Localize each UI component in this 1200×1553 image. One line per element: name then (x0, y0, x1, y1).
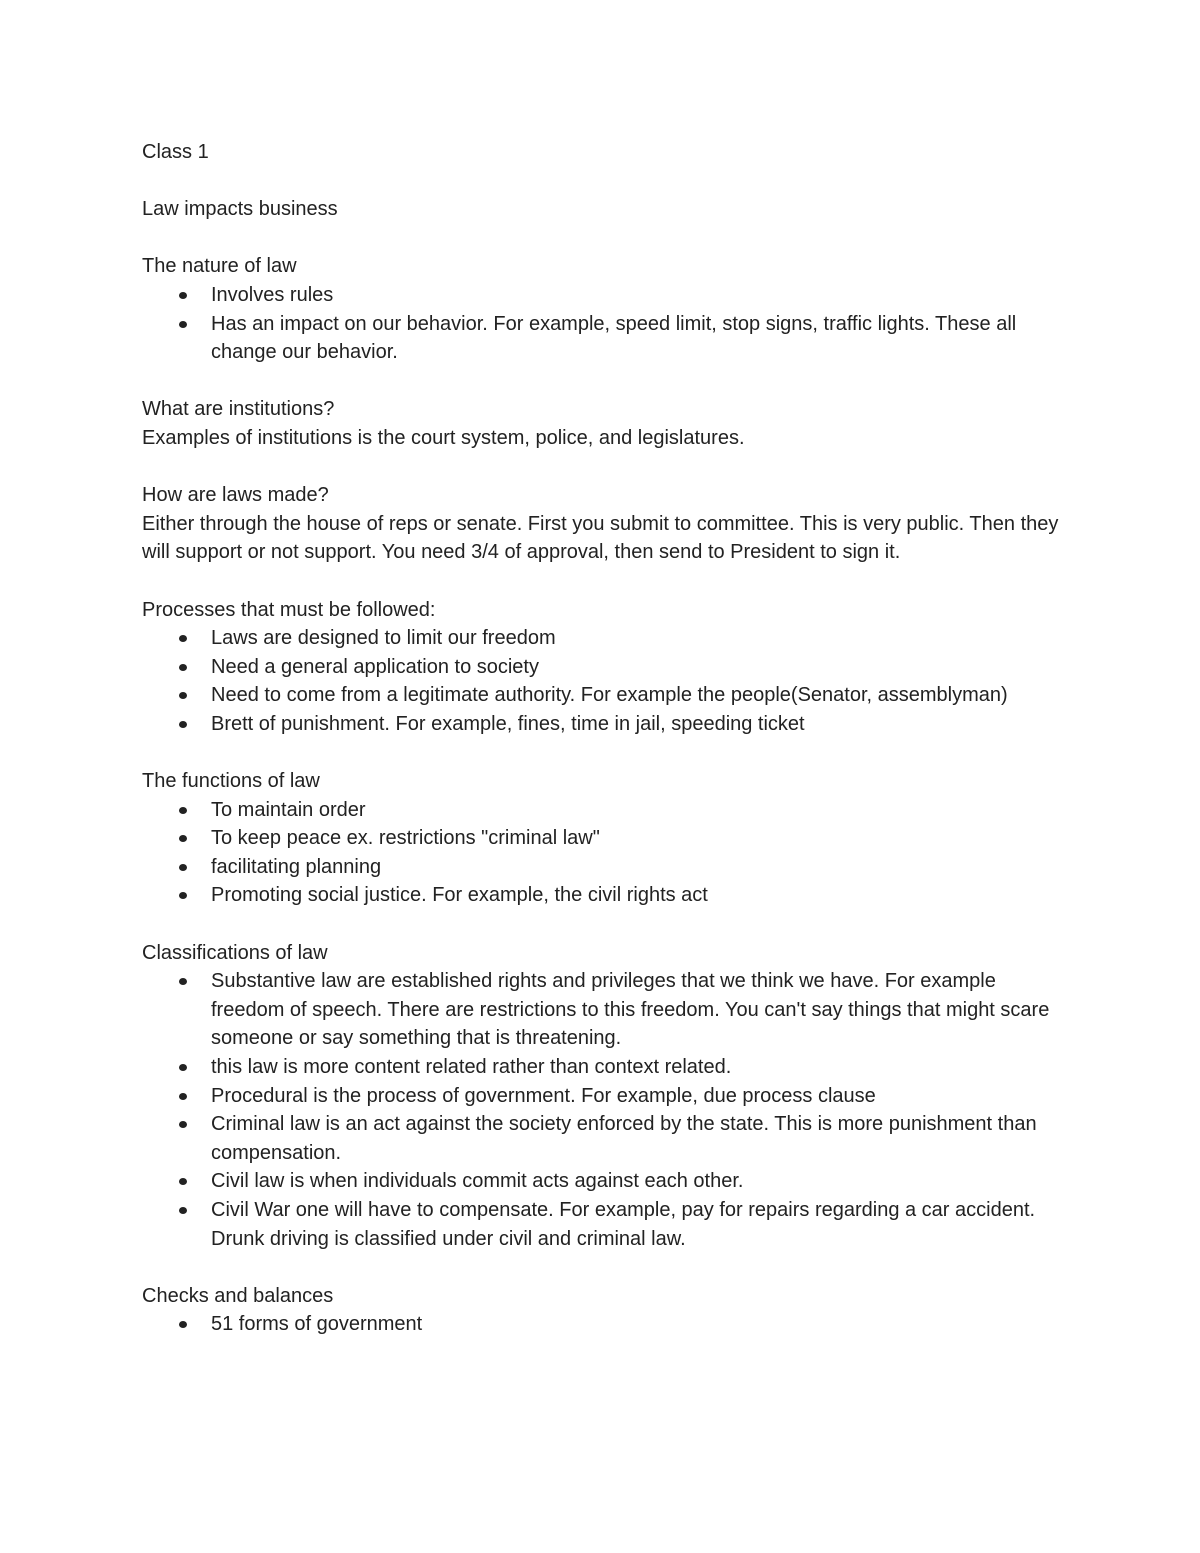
list-item-text: Civil law is when individuals commit acts against each other. (211, 1170, 744, 1193)
section-heading: The functions of law (142, 770, 320, 793)
list-item (142, 653, 1067, 682)
section-heading: Processes that must be followed: (142, 598, 436, 621)
section-heading: Checks and balances (142, 1284, 334, 1307)
bullet-list (142, 624, 1067, 738)
bullet-icon (179, 978, 187, 985)
spacer (142, 738, 1067, 767)
list-item (142, 281, 1067, 310)
bullet-icon (179, 292, 187, 299)
section-body: Either through the house of reps or senate. First you submit to committee. This is very public. Then they will support or not support. You need 3/4 of approval, then send to President to sign it. (142, 512, 1064, 564)
list-item-text: Laws are designed to limit our freedom (211, 627, 556, 650)
section-heading: How are laws made? (142, 484, 329, 507)
list-item-text: Need a general application to society (211, 655, 539, 678)
section-heading: The nature of law (142, 255, 297, 278)
bullet-icon (179, 721, 187, 728)
list-item (142, 853, 1067, 882)
list-item (142, 1310, 1067, 1339)
bullet-list (142, 967, 1067, 1253)
list-item (142, 824, 1067, 853)
list-item-text: Need to come from a legitimate authority. For example the people(Senator, assemblyman) (211, 684, 1008, 707)
list-item-text: facilitating planning (211, 855, 382, 878)
bullet-icon (179, 1178, 187, 1185)
bullet-list (142, 1310, 1067, 1339)
document-subtitle: Law impacts business (142, 198, 338, 221)
document-title: Class 1 (142, 141, 209, 163)
section-heading: What are institutions? (142, 398, 335, 421)
list-item (142, 710, 1067, 739)
bullet-icon (179, 635, 187, 642)
list-item-text: 51 forms of government (211, 1313, 423, 1336)
list-item (142, 881, 1067, 910)
bullet-icon (179, 1064, 187, 1071)
list-item (142, 624, 1067, 653)
list-item-text: To keep peace ex. restrictions "criminal law" (211, 827, 600, 850)
list-item (142, 310, 1067, 367)
list-item-text: Promoting social justice. For example, the civil rights act (211, 884, 708, 907)
document-page (142, 138, 1067, 1339)
list-item-text: Brett of punishment. For example, fines, time in jail, speeding ticket (211, 712, 805, 735)
list-item-text: Criminal law is an act against the society enforced by the state. This is more punishment than compensation. (211, 1113, 1037, 1164)
bullet-icon (179, 321, 187, 328)
list-item (142, 796, 1067, 825)
list-item-text: Substantive law are established rights and privileges that we think we have. For example freedom of speech. There are restrictions to this freedom. You can't say things that might scare someone or say something that is threatening. (211, 970, 1050, 1050)
list-item-text: Involves rules (211, 283, 334, 306)
section-body: Examples of institutions is the court system, police, and legislatures. (142, 426, 745, 449)
list-item-text: Civil War one will have to compensate. For example, pay for repairs regarding a car accident. Drunk driving is classified under civil and criminal law. (211, 1198, 1036, 1250)
list-item-text: Has an impact on our behavior. For example, speed limit, stop signs, traffic lights. These all change our behavior. (211, 312, 1017, 364)
bullet-list (142, 281, 1067, 367)
bullet-icon (179, 892, 187, 899)
spacer (142, 453, 1067, 482)
spacer (142, 910, 1067, 939)
spacer (142, 367, 1067, 396)
spacer (142, 1253, 1067, 1282)
list-item-text: Procedural is the process of government. For example, due process clause (211, 1084, 876, 1107)
bullet-icon (179, 664, 187, 671)
bullet-icon (179, 807, 187, 814)
list-item-text: To maintain order (211, 798, 366, 821)
list-item (142, 681, 1067, 710)
spacer (142, 567, 1067, 596)
list-item (142, 1110, 1067, 1167)
spacer (142, 224, 1067, 253)
list-item (142, 1167, 1067, 1196)
bullet-icon (179, 1093, 187, 1100)
bullet-icon (179, 864, 187, 871)
list-item (142, 1053, 1067, 1082)
bullet-icon (179, 1121, 187, 1128)
bullet-icon (179, 1321, 187, 1328)
list-item (142, 967, 1067, 1053)
bullet-icon (179, 835, 187, 842)
list-item (142, 1196, 1067, 1253)
list-item (142, 1082, 1067, 1111)
bullet-icon (179, 1207, 187, 1214)
bullet-list (142, 796, 1067, 910)
section-heading: Classifications of law (142, 941, 328, 964)
spacer (142, 167, 1067, 196)
bullet-icon (179, 692, 187, 699)
list-item-text: this law is more content related rather than context related. (211, 1056, 732, 1078)
